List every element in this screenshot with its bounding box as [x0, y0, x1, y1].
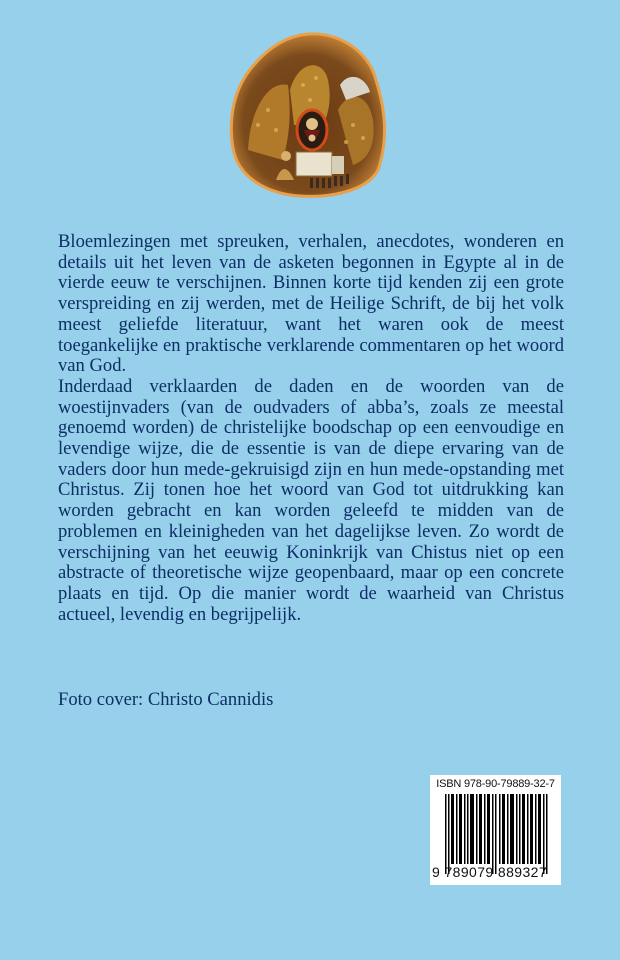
isbn-barcode: [430, 775, 561, 885]
cover-icon-image: [228, 30, 396, 200]
photo-credit: Foto cover: Christo Cannidis: [58, 689, 274, 710]
barcode-icon: [439, 794, 552, 874]
orthodox-icon-on-shell-icon: [228, 30, 396, 200]
blurb-paragraph-2: Inderdaad verklaarden de daden en de woorden van de woestijnvaders (van de oudvaders of abba’s, zoals ze meestal genoemd worden) de christelijke boodschap op een eenvoudige en levendige wijze, die de essentie is van de diepe ervaring van de vaders door hun mede-gekruisigd zijn en hun mede-opstanding met Christus. Zij tonen hoe het woord van God tot uitdrukking kan worden gebracht en kan worden geleefd te midden van de problemen en kleinigheden van het dagelijkse leven. Zo wordt de verschijning van het eeuwig Koninkrijk van Chistus niet op een abstracte of theoretische wijze geopenbaard, maar op een concrete plaats en tijd. Op die manier wordt de waarheid van Christus actueel, levendig en begrijpelijk.: [58, 375, 564, 625]
blurb-paragraph-1: Bloemlezingen met spreuken, verhalen, anecdotes, wonderen en details uit het leven van de asketen begonnen in Egypte al in de vierde eeuw te verschijnen. Binnen korte tijd kenden zij een grote verspreiding en zij werden, met de Heilige Schrift, de bij het volk meest geliefde literatuur, want het waren ook de meest toegankelijke en praktische verklarende commentaren op het woord van God.: [58, 231, 564, 377]
ean-digits: 9 789079 889327: [432, 864, 547, 880]
isbn-label: ISBN 978-90-79889-32-7: [436, 778, 555, 790]
back-cover-blurb: [58, 232, 564, 625]
